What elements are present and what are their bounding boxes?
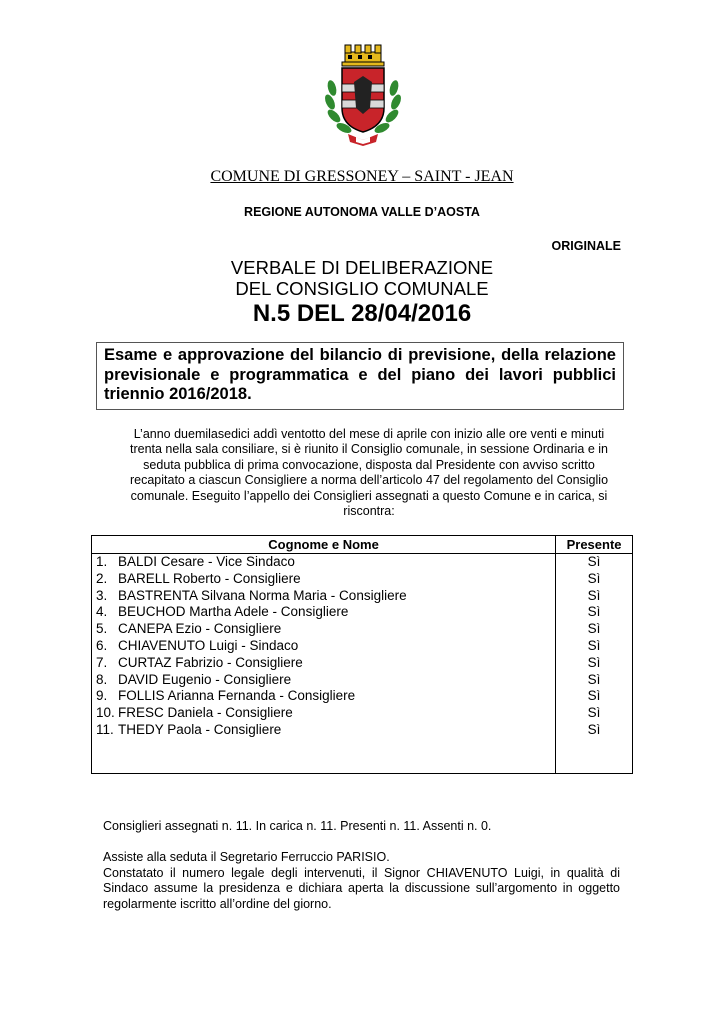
- quorum-paragraph: Constatato il numero legale degli intervenuti, il Signor CHIAVENUTO Luigi, in qualità di Sindaco assume la presidenza e dichiara aperta la discussione sull’argomento in oggetto regolarmente iscritto all’ordine del giorno.: [103, 865, 620, 911]
- councillor-name: DAVID Eugenio - Consigliere: [118, 671, 292, 687]
- shield-icon: [342, 68, 384, 132]
- presence-value: Sì: [587, 587, 601, 603]
- presence-value: Sì: [587, 688, 601, 704]
- ribbon-icon: [348, 134, 378, 146]
- councillor-number: 6.: [96, 637, 108, 653]
- presence-value: Sì: [587, 554, 601, 569]
- councillor-number: 9.: [96, 688, 108, 704]
- councillor-row: [92, 705, 555, 722]
- presence-value: Sì: [587, 654, 601, 670]
- document-title-line-1: VERBALE DI DELIBERAZIONE: [230, 257, 494, 278]
- councillor-row: [92, 722, 555, 739]
- names-column: [92, 554, 556, 774]
- presence-value: Sì: [587, 604, 601, 620]
- intro-paragraph: L’anno duemilasedici addì ventotto del mese di aprile con inizio alle ore venti e minuti trenta nella sala consiliare, si è riunito il Consiglio comunale, in sessione Ordinaria e in seduta pubblica di prima convocazione, disposta dal Presidente con avviso scritto recapitato a ciascun Consigliere a norma dell’articolo 47 del regolamento del Consiglio comunale. Eseguito l’appello dei Consiglieri assegnati a questo Comune e in carica, si riscontra:: [129, 427, 609, 519]
- attendance-summary: Consiglieri assegnati n. 11. In carica n. 11. Presenti n. 11. Assenti n. 0.: [103, 819, 492, 833]
- column-header-present: Presente: [556, 536, 633, 554]
- councillor-number: 4.: [96, 604, 108, 620]
- councillor-row: [92, 588, 555, 605]
- councillor-number: 2.: [96, 570, 108, 586]
- present-column: [556, 554, 633, 774]
- presence-value: Sì: [587, 570, 601, 586]
- councillor-row: [92, 621, 555, 638]
- document-status: ORIGINALE: [551, 239, 621, 253]
- presence-value: Sì: [587, 705, 601, 721]
- councillor-name: BEUCHOD Martha Adele - Consigliere: [118, 604, 349, 620]
- councillor-name: BASTRENTA Silvana Norma Maria - Consigliere: [118, 587, 407, 603]
- councillor-name: FRESC Daniela - Consigliere: [118, 705, 293, 721]
- presence-value: Sì: [587, 721, 601, 737]
- councillor-name: BALDI Cesare - Vice Sindaco: [118, 554, 295, 569]
- councillor-number: 7.: [96, 654, 108, 670]
- secretary-line: Assiste alla seduta il Segretario Ferruccio PARISIO.: [103, 850, 390, 864]
- presence-value: Sì: [587, 637, 601, 653]
- councillor-row: [92, 571, 555, 588]
- attendance-table: [91, 535, 633, 774]
- councillor-number: 10.: [96, 705, 115, 721]
- presence-value: Sì: [587, 671, 601, 687]
- councillor-row: [92, 688, 555, 705]
- councillor-name: BARELL Roberto - Consigliere: [118, 570, 301, 586]
- municipality-name: COMUNE DI GRESSONEY – SAINT - JEAN: [210, 168, 514, 185]
- councillor-row: [92, 554, 555, 571]
- councillor-row: [92, 672, 555, 689]
- closing-paragraph: [103, 850, 620, 912]
- councillor-name: CHIAVENUTO Luigi - Sindaco: [118, 637, 299, 653]
- presence-value: Sì: [587, 621, 601, 637]
- column-header-name: Cognome e Nome: [92, 536, 556, 554]
- councillor-number: 11.: [96, 721, 114, 737]
- councillor-row: [92, 604, 555, 621]
- councillor-number: 8.: [96, 671, 108, 687]
- councillor-number: 3.: [96, 587, 108, 603]
- deliberation-number: N.5 DEL 28/04/2016: [252, 300, 472, 327]
- crown-icon: [342, 45, 384, 66]
- councillor-name: THEDY Paola - Consigliere: [118, 721, 282, 737]
- coat-of-arms-logo: [318, 38, 408, 148]
- region-name: REGIONE AUTONOMA VALLE D’AOSTA: [244, 205, 480, 219]
- councillor-number: 5.: [96, 621, 108, 637]
- councillor-name: CURTAZ Fabrizio - Consigliere: [118, 654, 303, 670]
- councillor-row: [92, 638, 555, 655]
- councillor-number: 1.: [96, 554, 108, 569]
- document-title-line-2: DEL CONSIGLIO COMUNALE: [235, 278, 489, 299]
- subject-box: Esame e approvazione del bilancio di previsione, della relazione previsionale e programmatica e del piano dei lavori pubblici triennio 2016/2018.: [96, 342, 624, 410]
- councillor-name: CANEPA Ezio - Consigliere: [118, 621, 282, 637]
- councillor-row: [92, 655, 555, 672]
- councillor-name: FOLLIS Arianna Fernanda - Consigliere: [118, 688, 356, 704]
